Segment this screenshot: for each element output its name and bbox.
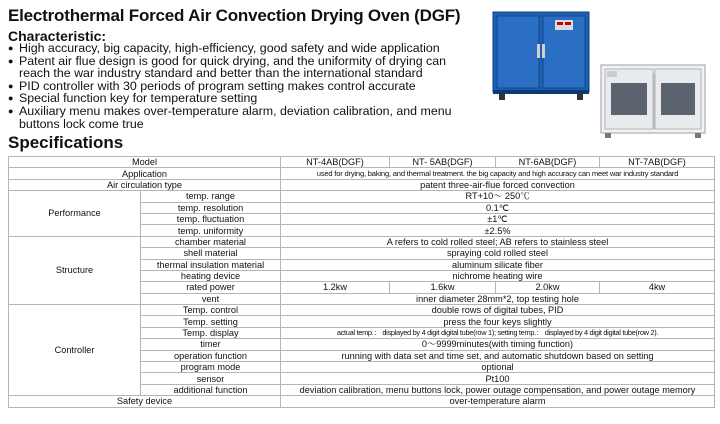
- spec-label: thermal insulation material: [141, 259, 281, 270]
- table-row: [9, 191, 715, 202]
- spec-label: temp. fluctuation: [141, 213, 281, 224]
- safety-device-value: over-temperature alarm: [281, 396, 715, 407]
- spec-label: vent: [141, 293, 281, 304]
- spec-value: 0.1℃: [281, 202, 715, 213]
- spec-label: operation function: [141, 350, 281, 361]
- spec-label: rated power: [141, 282, 281, 293]
- specifications-heading: Specifications: [8, 133, 124, 152]
- spec-value: nichrome heating wire: [281, 270, 715, 281]
- blue-oven-image: [487, 8, 595, 104]
- spec-label: Temp. display: [141, 327, 281, 338]
- controller-group-label: Controller: [9, 305, 141, 396]
- model-cell: NT-6AB(DGF): [496, 157, 600, 168]
- structure-group-label: Structure: [9, 236, 141, 304]
- spec-label: Temp. setting: [141, 316, 281, 327]
- spec-value: double rows of digital tubes, PID: [281, 305, 715, 316]
- spec-label: temp. resolution: [141, 202, 281, 213]
- spec-value: RT+10～ 250℃: [281, 191, 715, 202]
- model-cell: NT- 5AB(DGF): [390, 157, 496, 168]
- table-row: [9, 396, 715, 407]
- model-label: Model: [9, 157, 281, 168]
- power-cell: 1.2kw: [281, 282, 390, 293]
- spec-label: heating device: [141, 270, 281, 281]
- feature-item: ● High accuracy, big capacity, high-efficiency, good safety and wide application: [8, 42, 478, 55]
- feature-item: ● Auxiliary menu makes over-temperature alarm, deviation calibration, and menu buttons lock come true: [8, 105, 478, 130]
- table-row: [9, 179, 715, 190]
- spec-label: chamber material: [141, 236, 281, 247]
- power-cell: 4kw: [600, 282, 715, 293]
- spec-label: shell material: [141, 248, 281, 259]
- table-row: [9, 157, 715, 168]
- spec-label: program mode: [141, 362, 281, 373]
- table-row: [9, 305, 715, 316]
- spec-label: temp. uniformity: [141, 225, 281, 236]
- air-circulation-value: patent three-air-flue forced convection: [281, 179, 715, 190]
- feature-item: ● Special function key for temperature setting: [8, 92, 478, 105]
- specifications-table: [8, 156, 715, 408]
- spec-label: timer: [141, 339, 281, 350]
- application-label: Application: [9, 168, 281, 179]
- safety-device-label: Safety device: [9, 396, 281, 407]
- spec-value: inner diameter 28mm*2, top testing hole: [281, 293, 715, 304]
- model-cell: NT-4AB(DGF): [281, 157, 390, 168]
- power-cell: 2.0kw: [496, 282, 600, 293]
- spec-value: deviation calibration, menu buttons lock, power outage compensation, and power outage memory: [281, 384, 715, 395]
- performance-group-label: Performance: [9, 191, 141, 237]
- table-row: [9, 168, 715, 179]
- spec-value: running with data set and time set, and automatic shutdown based on setting: [281, 350, 715, 361]
- spec-value: 0～9999minutes(with timing function): [281, 339, 715, 350]
- spec-value: ±1℃: [281, 213, 715, 224]
- feature-list: [8, 42, 478, 130]
- spec-value: press the four keys slightly: [281, 316, 715, 327]
- model-cell: NT-7AB(DGF): [600, 157, 715, 168]
- power-cell: 1.6kw: [390, 282, 496, 293]
- spec-value: ±2.5%: [281, 225, 715, 236]
- spec-value: spraying cold rolled steel: [281, 248, 715, 259]
- spec-label: sensor: [141, 373, 281, 384]
- spec-value: optional: [281, 362, 715, 373]
- table-row: [9, 236, 715, 247]
- feature-item: ● PID controller with 30 periods of program setting makes control accurate: [8, 80, 478, 93]
- application-value: used for drying, baking, and thermal treatment. the big capacity and high accuracy can meet war industry standard: [281, 168, 715, 179]
- spec-value: aluminum silicate fiber: [281, 259, 715, 270]
- spec-label: Temp. control: [141, 305, 281, 316]
- page-title: Electrothermal Forced Air Convection Drying Oven (DGF): [8, 6, 461, 25]
- white-oven-image: [597, 63, 709, 139]
- spec-label: additional function: [141, 384, 281, 395]
- spec-value: A refers to cold rolled steel; AB refers to stainless steel: [281, 236, 715, 247]
- spec-value: Pt100: [281, 373, 715, 384]
- spec-value: actual temp.： displayed by 4 digit digital tube(row 1); setting temp.： displayed by 4 digit digital tube(row 2).: [281, 327, 715, 338]
- spec-label: temp. range: [141, 191, 281, 202]
- air-circulation-label: Air circulation type: [9, 179, 281, 190]
- feature-item: ● Patent air flue design is good for quick drying, and the uniformity of drying can reach the war industry standard and better than the international standard: [8, 55, 478, 80]
- characteristic-heading: Characteristic:: [8, 28, 107, 44]
